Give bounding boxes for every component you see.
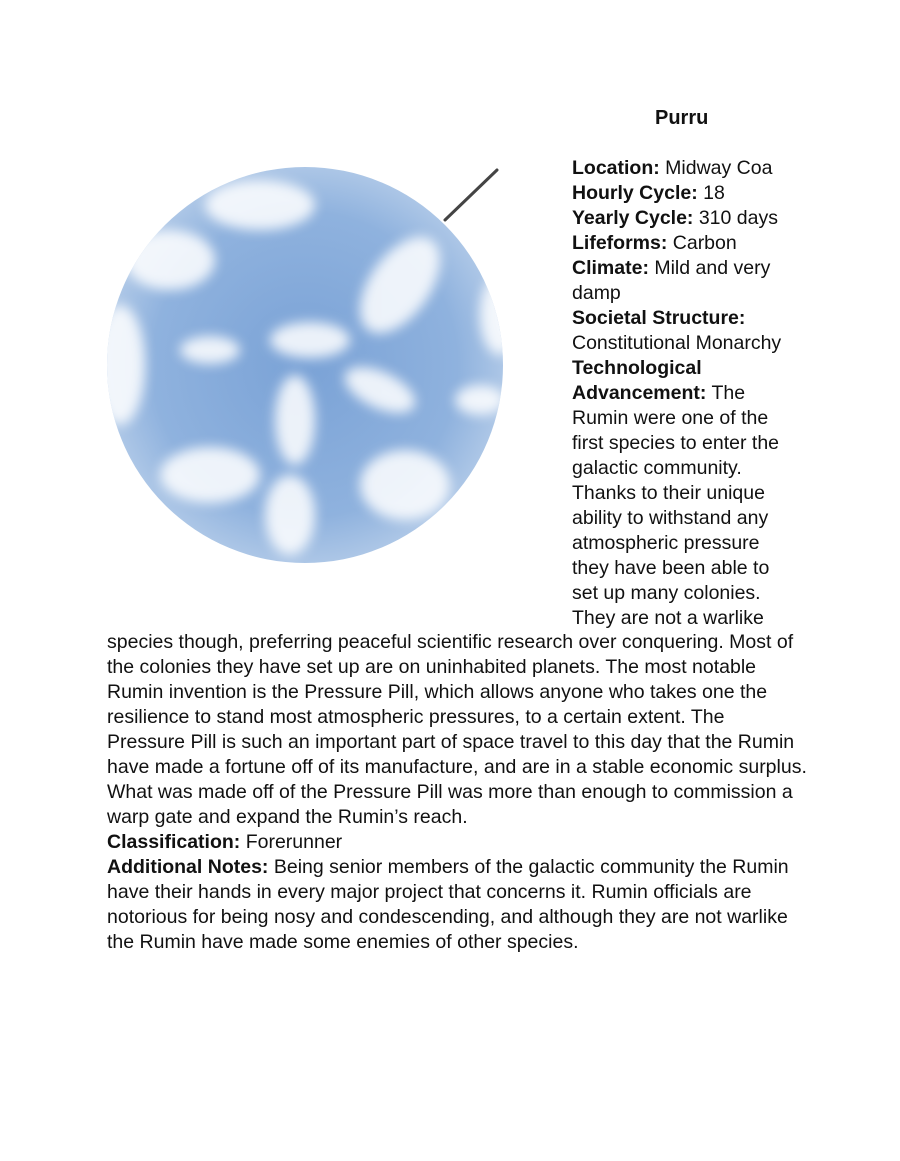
page-title: Purru (655, 107, 709, 129)
technological-advancement-row: Technological Advancement: The Rumin were one of the first species to enter the galactic community. Thanks to their unique ability to withstand any atmospheric pressure they have been able to set up many colonies. They are not a warlike (572, 357, 780, 629)
hourly-cycle-row: Hourly Cycle: 18 (572, 182, 725, 204)
location-row: Location: Midway Coa (572, 157, 773, 179)
planet-details (572, 156, 800, 631)
societal-structure-row: Societal Structure: Constitutional Monarchy (572, 307, 782, 354)
body-text (107, 630, 807, 955)
technological-advancement-continued: species though, preferring peaceful scientific research over conquering. Most of the colonies they have set up are on uninhabited planets. The most notable Rumin invention is the Pressure Pill, which allows anyone who takes one the resilience to stand most atmospheric pressures, to a certain extent. The Pressure Pill is such an important part of space travel to this day that the Rumin have made a fortune off of its manufacture, and are in a stable economic surplus. What was made off of the Pressure Pill was more than enough to commission a warp gate and expand the Rumin’s reach. (107, 631, 807, 828)
climate-row: Climate: Mild and very damp (572, 257, 771, 304)
yearly-cycle-row: Yearly Cycle: 310 days (572, 207, 778, 229)
lifeforms-row: Lifeforms: Carbon (572, 232, 737, 254)
additional-notes-row: Additional Notes: Being senior members of the galactic community the Rumin have their hands in every major project that concerns it. Rumin officials are notorious for being nosy and condescending, and although they are not warlike the Rumin have made some enemies of other species. (107, 856, 789, 953)
classification-row: Classification: Forerunner (107, 831, 343, 853)
planet-illustration (100, 165, 520, 575)
